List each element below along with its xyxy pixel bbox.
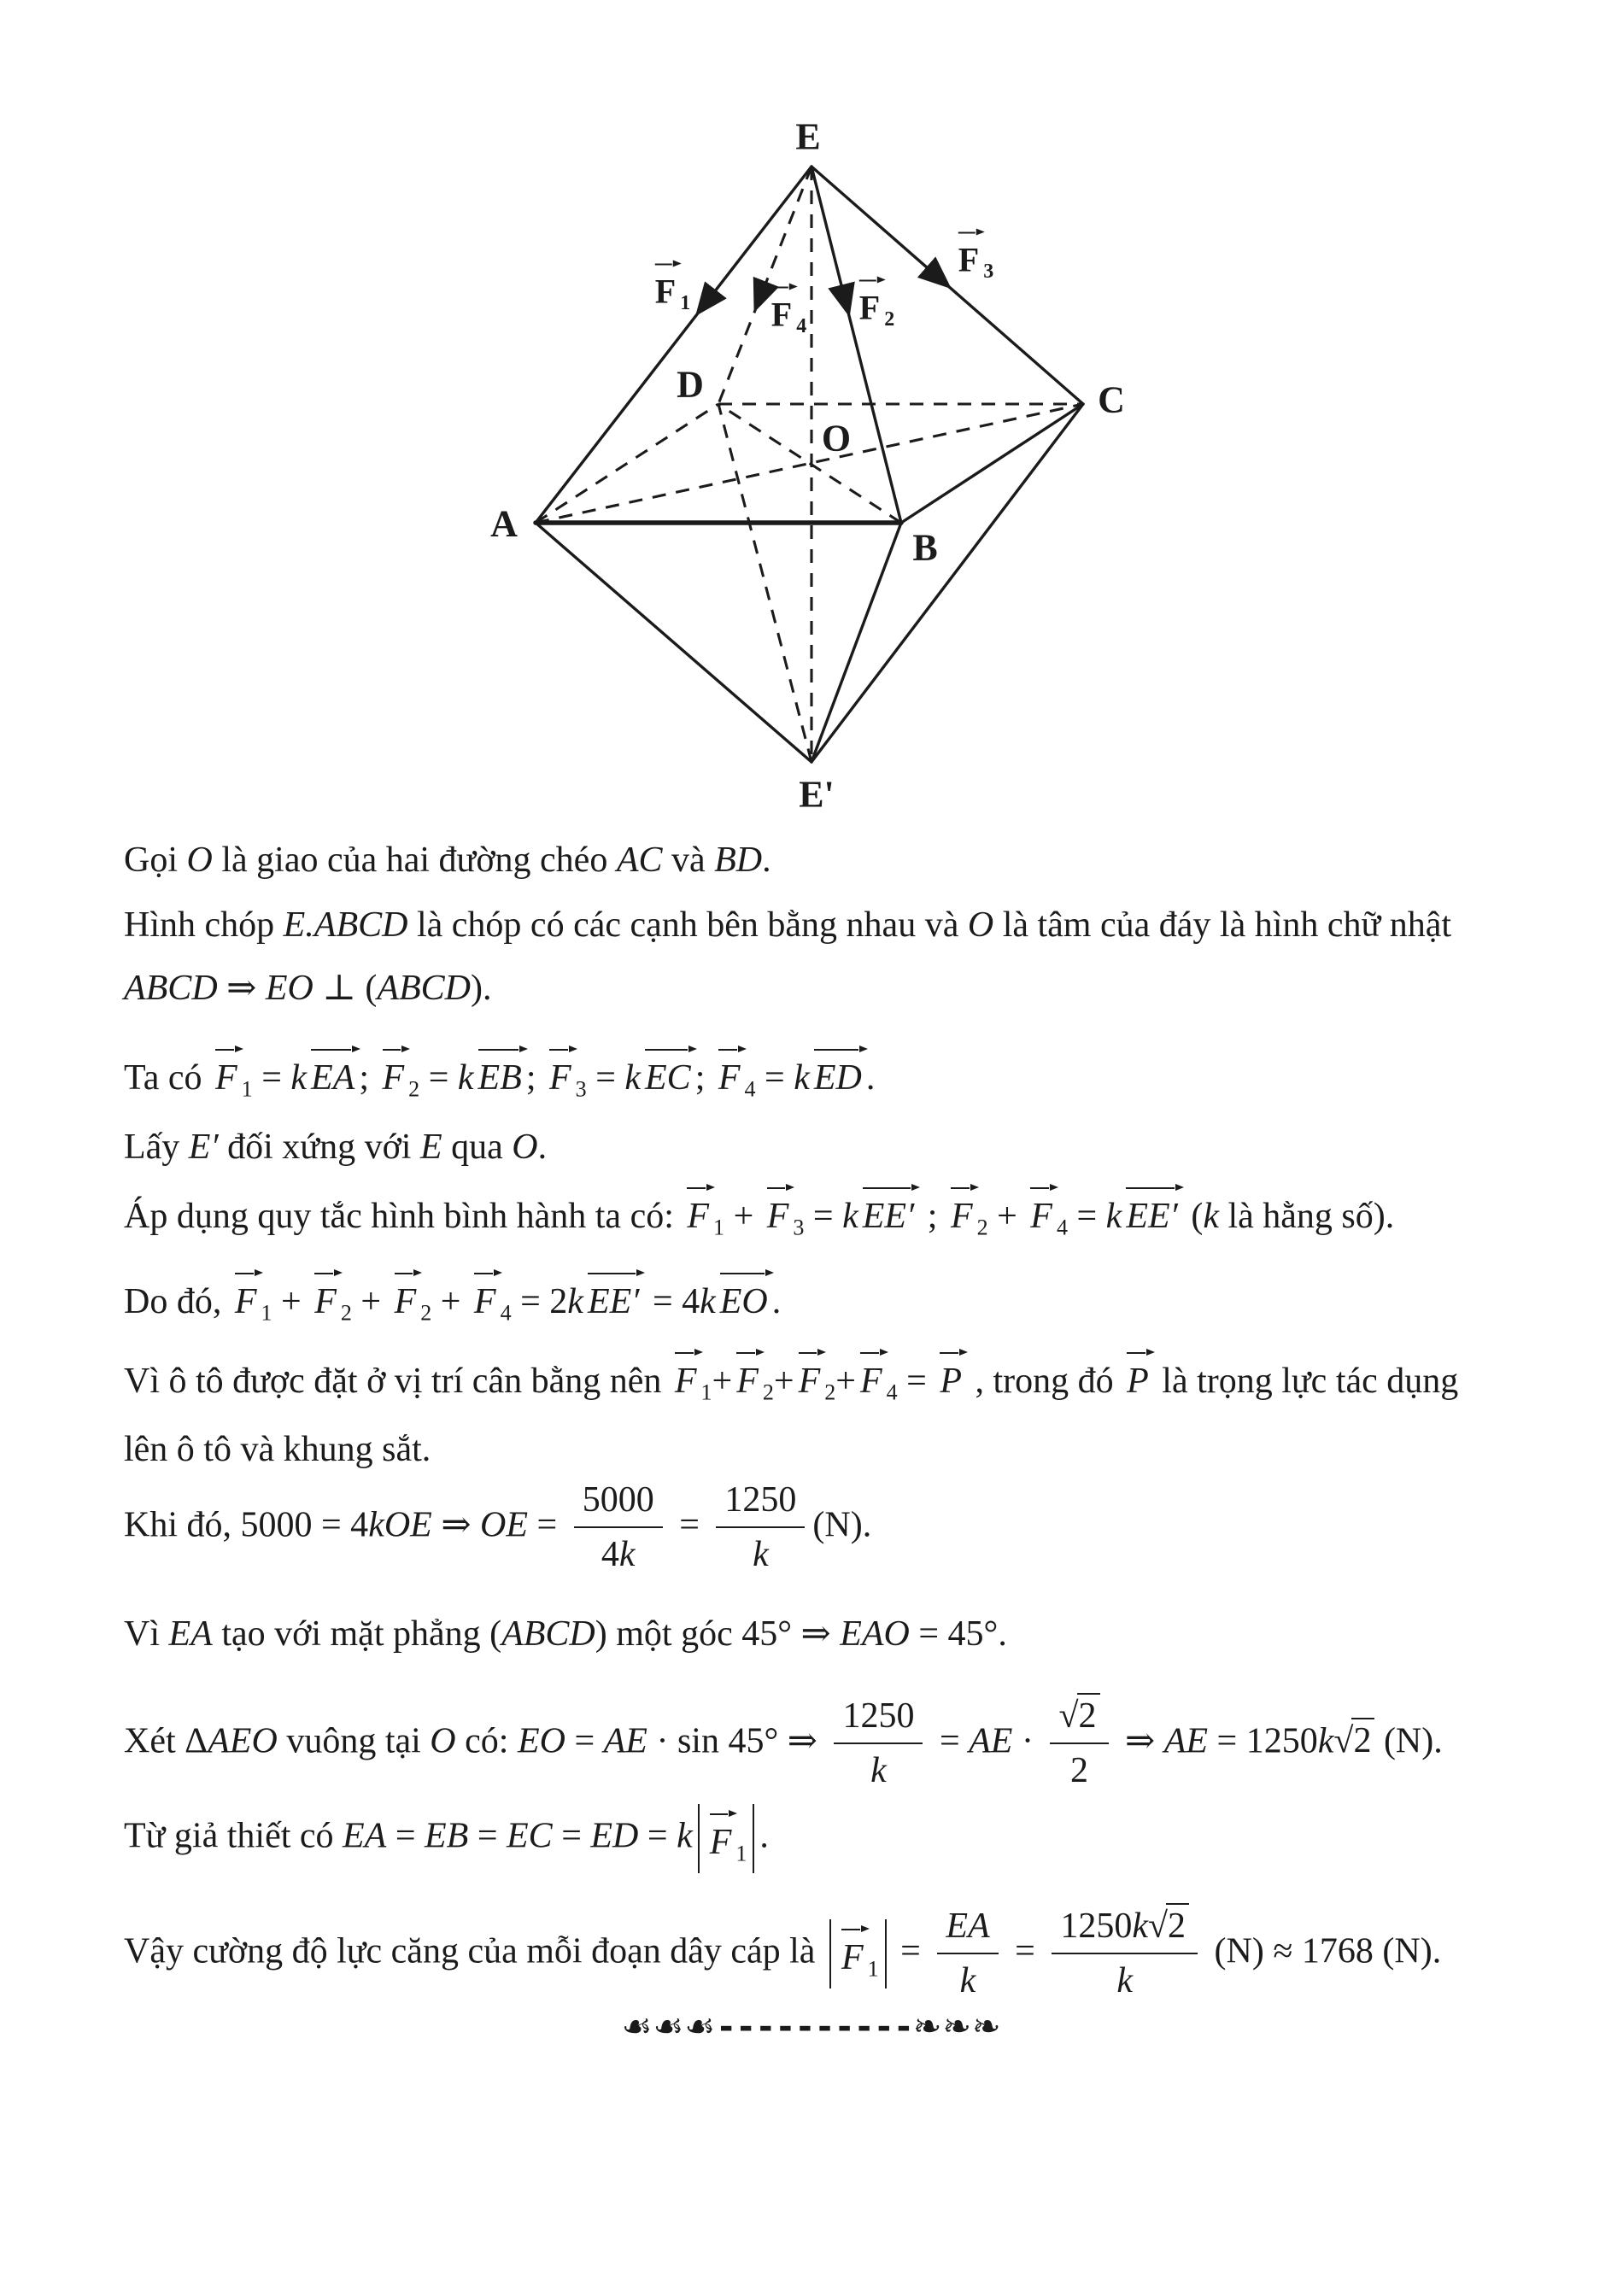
edge-EprimeC <box>812 404 1083 762</box>
vector-arrow-icon: F <box>797 1358 825 1403</box>
edge-BC <box>901 404 1083 523</box>
vector-arrow-icon: F <box>548 1055 576 1100</box>
vector-arrow-icon: F <box>472 1279 501 1324</box>
fraction: $\frac{√2}{2}$ <box>1050 1695 1108 1793</box>
vector-arrow-icon: F <box>949 1193 977 1239</box>
vector-arrow-icon: F <box>858 286 884 328</box>
edge-EprimeD <box>718 404 812 762</box>
vector-arrow-icon: F <box>653 270 680 312</box>
vector-arrow-icon: P <box>938 1358 966 1403</box>
solution-line-8: Vì ô tô được đặt ở vị trí cân bằng nên F $_1$+ F $_2$+ F $_2$+ F $_4$ = P , trong đó P là trọng lực tác dụng <box>124 1358 1458 1403</box>
force-label-f4: F $_4$ <box>767 293 806 335</box>
vector-arrow-icon: F <box>313 1279 341 1324</box>
solution-line-3: ABCD ⇒ EO ⊥ (ABCD). <box>124 969 492 1008</box>
edge-AD <box>536 404 718 523</box>
solution-line-11: Vì EA tạo với mặt phẳng (ABCD) một góc 45° ⇒ EAO = 45°. <box>124 1614 1007 1654</box>
vector-arrow-icon: F <box>735 1358 763 1403</box>
solution-line-12: Xét ΔAEO vuông tại O có: EO = AE · sin 45° ⇒ $\frac{1250}{k}$ = AE · $\frac{√2}{2}$ ⇒ AE = 1250k√2 (N). <box>124 1695 1443 1793</box>
solution-line-10: Khi đó, 5000 = 4kOE ⇒ OE = $\frac{5000}{4k}$ = $\frac{1250}{k}$ (N). <box>124 1479 871 1577</box>
vector-arrow-icon: F <box>381 1055 409 1100</box>
vertex-label-D: D <box>677 363 704 406</box>
vector-arrow-icon: P <box>1125 1358 1153 1403</box>
vector-arrow-icon: EE′ <box>861 1193 919 1239</box>
vector-arrow-icon: F <box>957 238 983 280</box>
force-f1-arrow <box>699 167 812 312</box>
vector-arrow-icon: EA <box>309 1055 359 1100</box>
force-label-f3: F $_3$ <box>954 238 993 280</box>
vertex-label-Eprime: E' <box>799 773 835 816</box>
vertex-label-C: C <box>1098 378 1125 421</box>
solution-line-7: Do đó, F $_1$ + F $_2$ + F $_2$ + F $_4$ = 2k EE′ = 4k EO . <box>124 1279 781 1324</box>
solution-line-4: Ta có F $_1$ = k EA ; F $_2$ = k EB ; F $_3$ = k EC ; F $_4$ = k ED . <box>124 1055 875 1100</box>
fraction: $\frac{1250}{k}$ <box>834 1695 923 1793</box>
solution-line-2: Hình chóp E.ABCD là chóp có các cạnh bên bằng nhau và O là tâm của đáy là hình chữ nhật <box>124 905 1452 945</box>
fraction: $\frac{1250k√2}{k}$ <box>1052 1905 1198 2003</box>
vector-arrow-icon: ED <box>812 1055 866 1100</box>
vector-arrow-icon: EE′ <box>586 1279 644 1324</box>
vector-arrow-icon: EC <box>643 1055 695 1100</box>
solution-line-6: Áp dụng quy tắc hình bình hành ta có: F $_1$ + F $_3$ = k EE′ ; F $_2$ + F $_4$ = k EE′ (k là hằng số). <box>124 1193 1394 1239</box>
force-f2-arrow <box>812 167 848 312</box>
absolute-value: F $_1$ <box>698 1804 755 1873</box>
vector-arrow-icon: EE′ <box>1124 1193 1182 1239</box>
absolute-value: F $_1$ <box>829 1919 887 1988</box>
solution-line-5: Lấy E′ đối xứng với E qua O. <box>124 1128 548 1167</box>
solution-line-1: Gọi O là giao của hai đường chéo AC và BD. <box>124 840 771 880</box>
vertex-label-E: E <box>795 115 821 158</box>
vector-arrow-icon: EO <box>718 1279 772 1324</box>
force-label-f1: F $_1$ <box>651 270 690 312</box>
vector-arrow-icon: F <box>214 1055 242 1100</box>
vertex-label-O: O <box>821 417 852 460</box>
vector-arrow-icon: F <box>233 1279 261 1324</box>
solution-line-9: lên ô tô và khung sắt. <box>124 1430 431 1469</box>
ornament-dashes: ---------- <box>716 2007 913 2047</box>
vector-arrow-icon: F <box>1028 1193 1057 1239</box>
diagonal-AC <box>536 404 1083 523</box>
edge-EprimeB <box>812 523 901 762</box>
vector-arrow-icon: F <box>717 1055 745 1100</box>
vector-arrow-icon: F <box>673 1358 701 1403</box>
edge-EprimeA <box>536 523 812 762</box>
vertex-label-A: A <box>490 502 518 545</box>
solution-line-13: Từ giả thiết có EA = EB = EC = ED = k F $_1$ . <box>124 1804 769 1873</box>
pyramid-diagram <box>466 111 1157 820</box>
vector-arrow-icon: F <box>770 293 796 335</box>
square-root: √2 <box>1058 1693 1099 1736</box>
ornament-right-icon: ❧❧❧ <box>912 2007 1002 2047</box>
vector-arrow-icon: F <box>858 1358 887 1403</box>
fraction: $\frac{1250}{k}$ <box>716 1479 805 1577</box>
force-label-f2: F $_2$ <box>855 286 894 328</box>
force-f3-arrow <box>812 167 947 285</box>
vertex-label-B: B <box>912 526 938 569</box>
square-root: √2 <box>1148 1903 1189 1946</box>
solution-line-14: Vậy cường độ lực căng của mỗi đoạn dây cáp là F $_1$ = $\frac{EA}{k}$ = $\frac{1250k√2}{k}$ (N) ≈ 1768 (N). <box>124 1905 1441 2003</box>
dashed-edges <box>536 167 1083 762</box>
vector-arrow-icon: EB <box>477 1055 526 1100</box>
vector-arrow-icon: F <box>708 1819 736 1865</box>
ornament-divider <box>0 2007 1623 2047</box>
square-root: √2 <box>1333 1718 1374 1760</box>
fraction: $\frac{5000}{4k}$ <box>574 1479 663 1577</box>
vector-arrow-icon: F <box>685 1193 713 1239</box>
vector-arrow-icon: F <box>765 1193 794 1239</box>
vector-arrow-icon: F <box>393 1279 421 1324</box>
force-arrowheads <box>699 167 947 312</box>
ornament-left-icon: ☙☙☙ <box>621 2007 717 2047</box>
vector-arrow-icon: F <box>840 1935 868 1980</box>
fraction: $\frac{EA}{k}$ <box>937 1905 998 2003</box>
